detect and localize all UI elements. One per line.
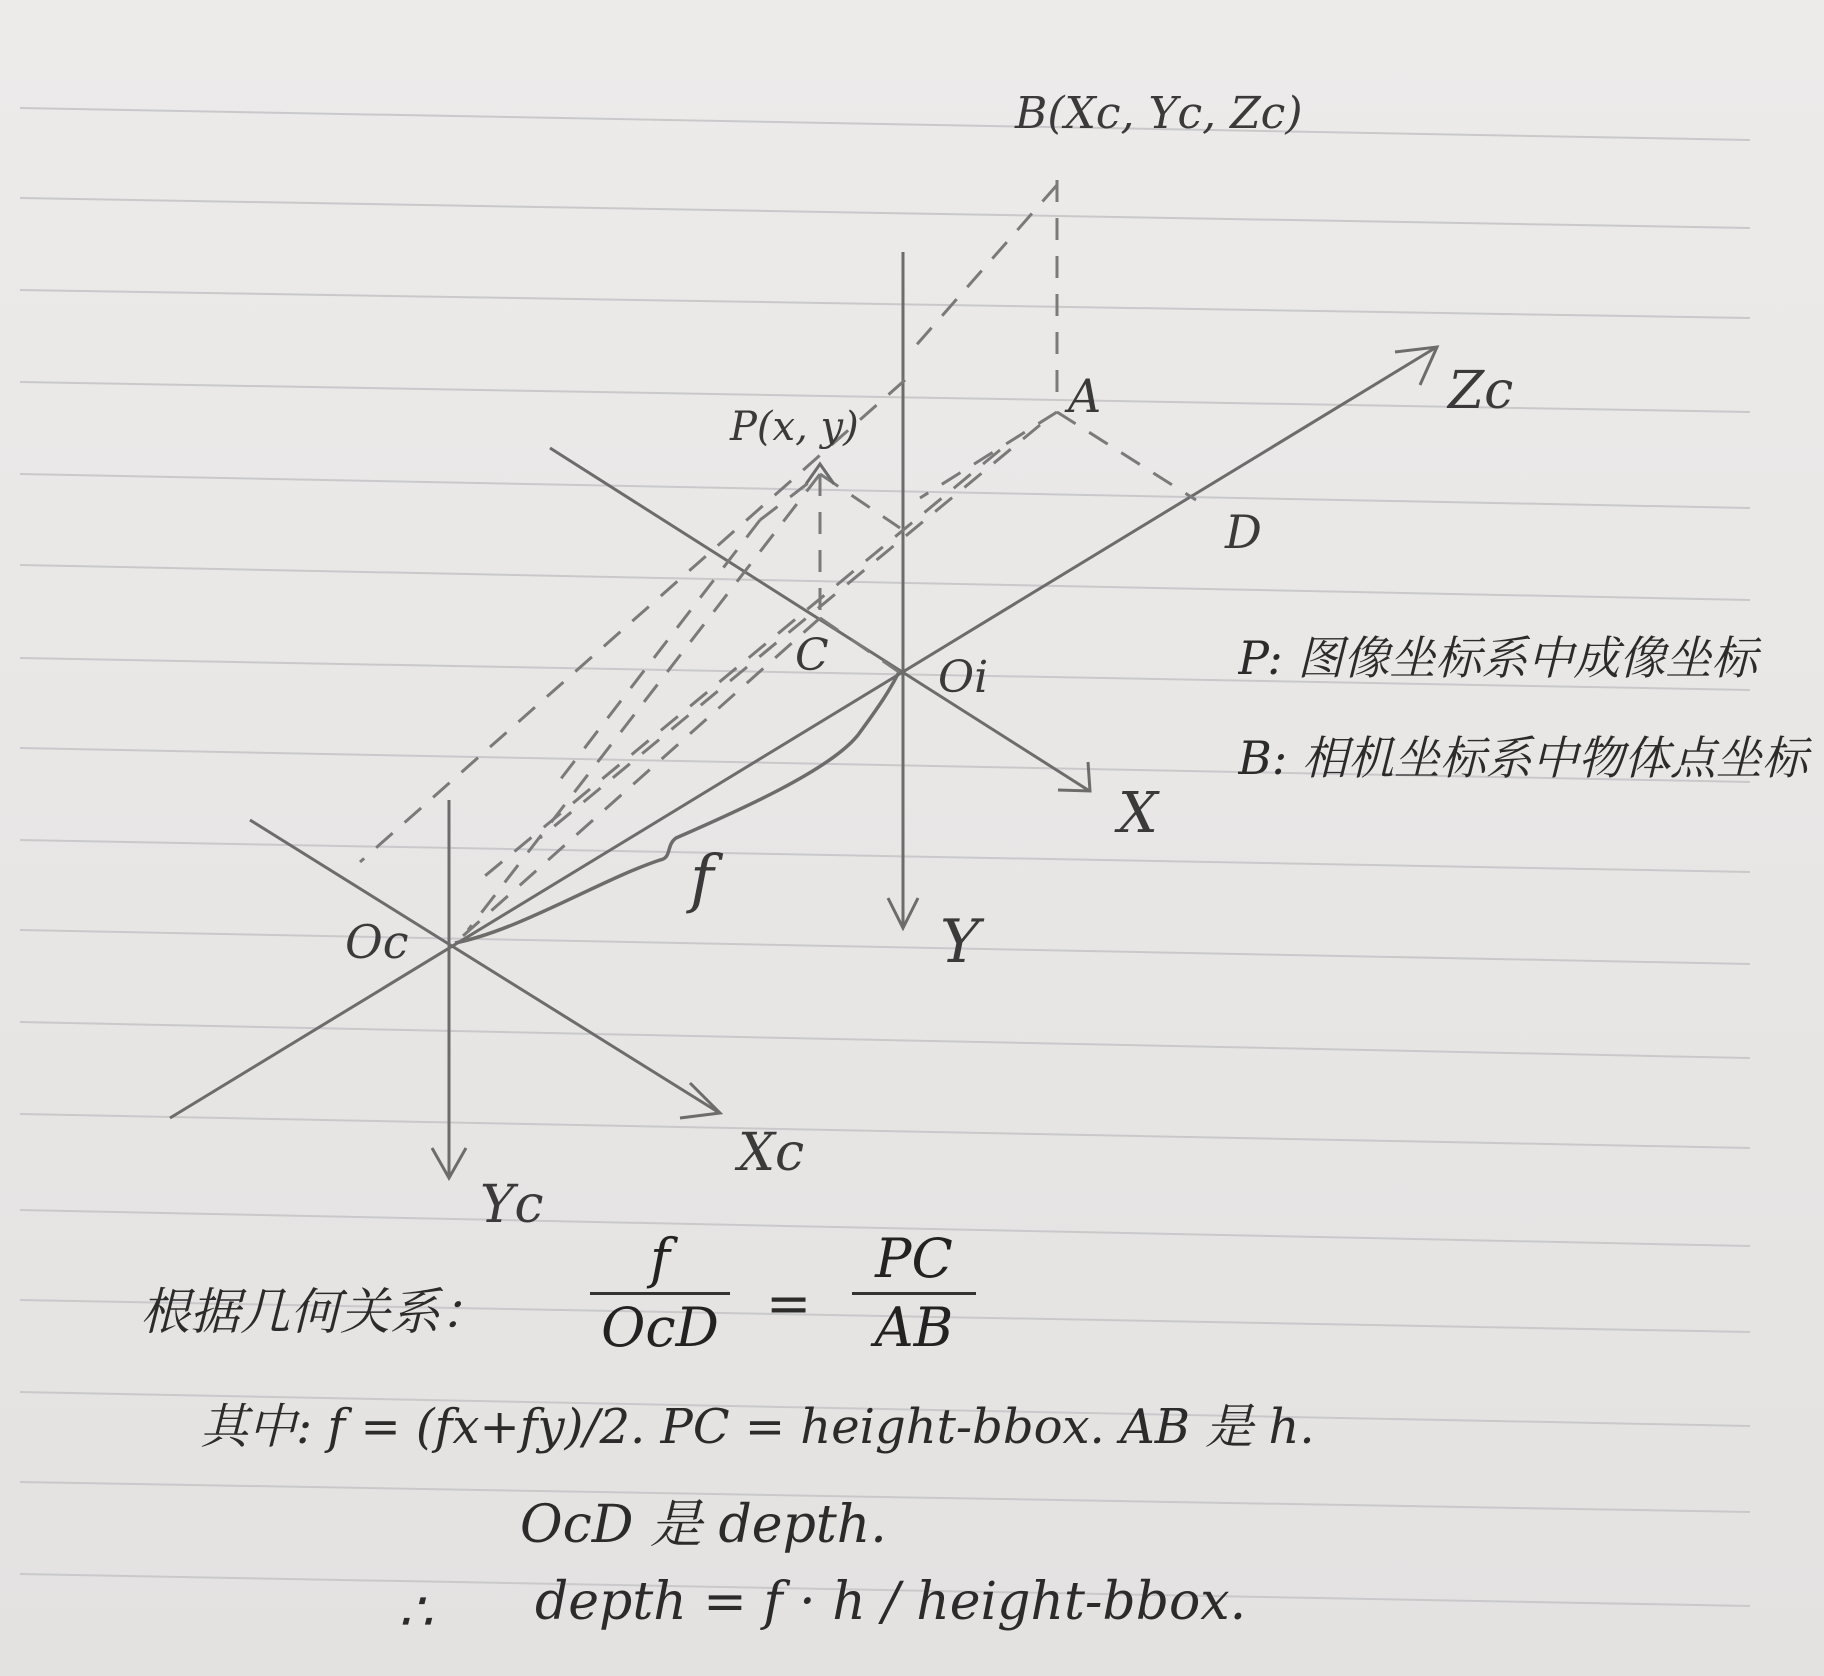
derivation-line-4: depth = f · h / height-bbox. (535, 1572, 1247, 1632)
label-a: A (1068, 369, 1102, 423)
label-y: Y (940, 907, 980, 977)
label-b: B(Xc, Yc, Zc) (1015, 88, 1303, 139)
legend-p (1238, 622, 1824, 688)
label-oc: Oc (345, 915, 409, 969)
therefore-symbol: ∴ (398, 1580, 433, 1643)
legend-b (1238, 722, 1824, 788)
derivation-intro: 根据几何关系： (140, 1283, 490, 1341)
fraction2-denominator: AB (874, 1296, 954, 1359)
legend-b-text: B: 相机坐标系中物体点坐标 (1238, 731, 1808, 785)
label-xc: Xc (738, 1123, 805, 1183)
fraction2-numerator: PC (875, 1227, 953, 1290)
label-x: X (1118, 781, 1158, 846)
fraction2-bar (852, 1292, 976, 1295)
fraction-f-over-ocd (590, 1228, 730, 1359)
fraction1-bar (590, 1292, 730, 1295)
label-f: f (690, 842, 714, 916)
label-zc: Zc (1448, 361, 1514, 421)
legend-p-text: P: 图像坐标系中成像坐标 (1238, 631, 1758, 685)
label-p: P(x, y) (730, 404, 859, 450)
fraction1-numerator: f (650, 1227, 670, 1290)
fraction-pc-over-ab (852, 1228, 976, 1359)
derivation-line-3: OcD 是 depth. (520, 1495, 887, 1555)
label-yc: Yc (480, 1175, 544, 1235)
label-c: C (795, 630, 829, 681)
zc-arrow-head (1395, 347, 1437, 385)
fraction1-denominator: OcD (601, 1296, 719, 1359)
label-oi: Oi (938, 652, 989, 703)
derivation-line-2: 其中: f = (fx+fy)/2. PC = height-bbox. AB 是 h. (200, 1399, 1315, 1455)
ruled-lines (20, 108, 1750, 1606)
label-d: D (1225, 505, 1262, 559)
equals-sign: = (766, 1272, 812, 1335)
construction-lines (360, 180, 1196, 943)
